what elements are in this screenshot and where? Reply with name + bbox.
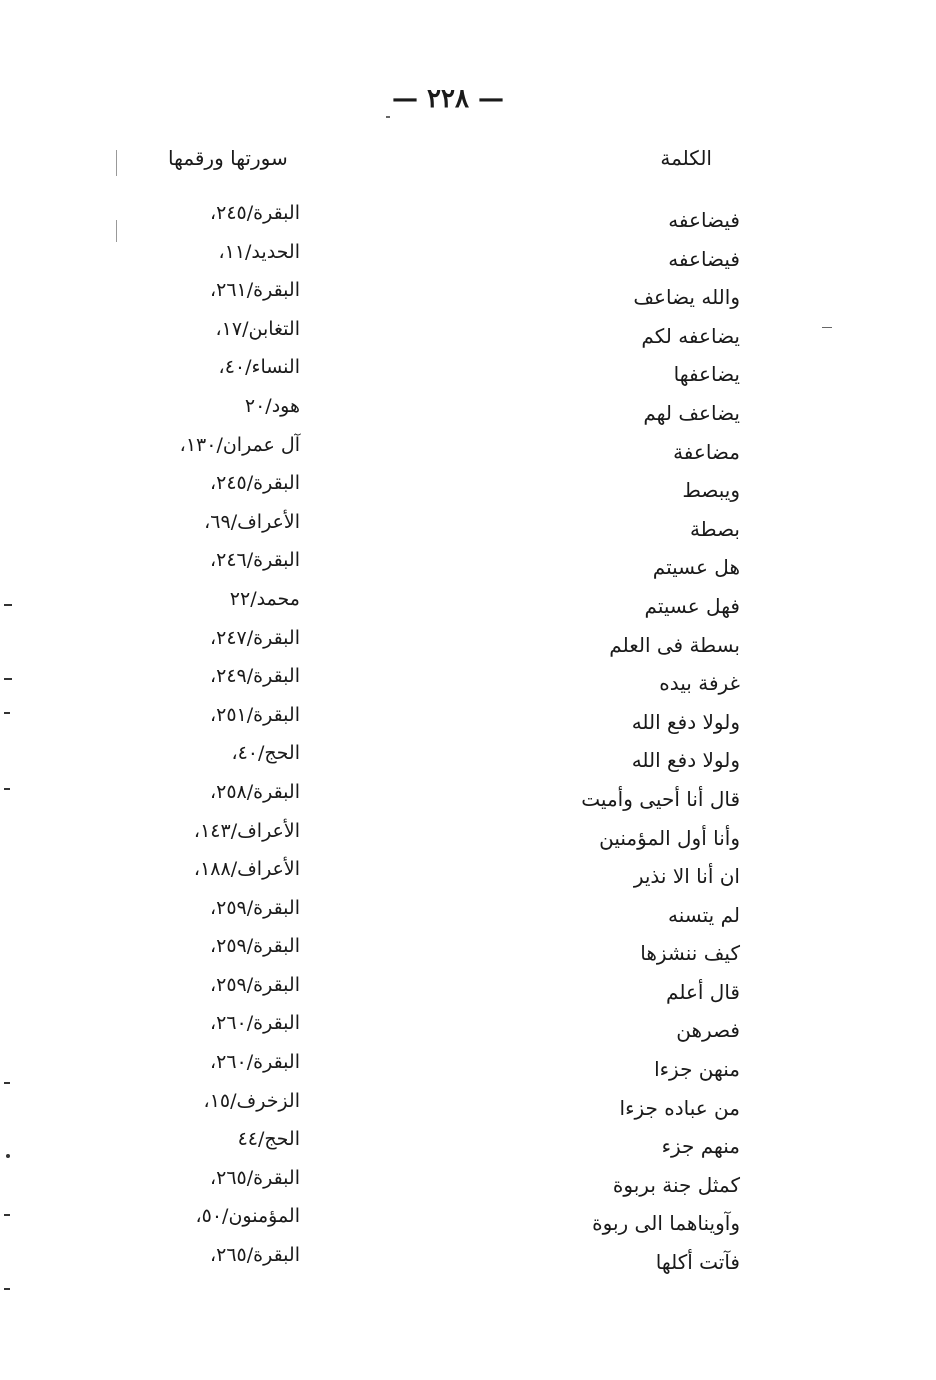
list-item: [0, 1012, 936, 1057]
entry-reference: البقرة/٢٥٩،: [209, 935, 300, 958]
entry-word: يضاعفه لكم: [641, 323, 740, 348]
entry-word: وآويناهما الى ربوة: [592, 1211, 740, 1236]
entry-reference: البقرة/٢٥٩،: [209, 896, 300, 919]
entry-reference: المؤمنون/٥٠،: [195, 1205, 300, 1228]
entry-reference: البقرة/٢٤٩،: [209, 665, 300, 688]
entry-reference: البقرة/٢٦٠،: [209, 1051, 300, 1074]
entry-word: منهم جزء: [661, 1134, 740, 1159]
list-item: [0, 819, 936, 865]
list-item: [0, 394, 936, 440]
entry-reference: الحديد/١١،: [218, 240, 300, 263]
list-item: [0, 665, 936, 710]
list-item: [0, 703, 936, 749]
entry-reference: الأعراف/٦٩،: [204, 510, 300, 533]
page-number: — ٢٢٨ —: [391, 84, 505, 114]
list-item: [0, 279, 936, 324]
list-item: [0, 510, 936, 556]
entry-word: غرفة بيده: [659, 671, 740, 696]
entry-reference: هود/٢٠: [244, 394, 300, 417]
entry-reference: البقرة/٢٦٠،: [209, 1012, 300, 1035]
entry-reference: التغابن/١٧،: [215, 317, 300, 340]
column-headers: [0, 146, 936, 180]
entry-word: لم يتسنه: [668, 902, 740, 927]
entry-reference: الأعراف/١٨٨،: [193, 858, 300, 881]
entry-word: فصرهن: [676, 1018, 740, 1043]
entries-list: [0, 202, 936, 1289]
list-item: [0, 935, 936, 980]
entry-word: من عباده جزءا: [619, 1095, 740, 1120]
list-item: [0, 1128, 936, 1173]
scan-mark: [822, 327, 832, 328]
entry-word: بسطة فى العلم: [609, 632, 740, 657]
entry-word: يضاعفها: [673, 362, 740, 387]
entry-word: كيف ننشزها: [640, 941, 740, 966]
entry-reference: البقرة/٢٥٨،: [209, 780, 300, 803]
entry-word: فيضاعفه: [668, 246, 740, 271]
entry-word: منهن جزءا: [654, 1057, 740, 1082]
entry-reference: البقرة/٢٦٥،: [209, 1166, 300, 1189]
list-item: [0, 973, 936, 1019]
entry-reference: الأعراف/١٤٣،: [193, 819, 300, 842]
list-item: [0, 896, 936, 942]
entry-reference: البقرة/٢٤٥،: [209, 202, 300, 224]
entry-word: ان أنا الا نذير: [633, 864, 740, 889]
entry-word: فهل عسيتم: [644, 593, 740, 618]
word-column-header: الكلمة: [660, 146, 712, 170]
entry-word: ولولا دفع الله: [631, 748, 740, 773]
scan-mark: [4, 1214, 10, 1216]
list-item: [0, 1166, 936, 1212]
entry-reference: البقرة/٢٦١،: [209, 279, 300, 302]
scan-mark: [6, 1154, 10, 1158]
entry-word: يضاعف لهم: [643, 400, 740, 425]
scan-mark: [4, 788, 10, 790]
list-item: [0, 1051, 936, 1096]
entry-word: فيضاعفه: [668, 208, 740, 232]
scan-mark: [4, 604, 12, 606]
entry-word: ويبصط: [682, 478, 740, 503]
list-item: [0, 742, 936, 787]
list-item: [0, 1089, 936, 1135]
entry-reference: البقرة/٢٤٥،: [209, 472, 300, 495]
scan-mark: [4, 712, 10, 714]
entry-word: هل عسيتم: [652, 555, 740, 580]
list-item: [0, 549, 936, 594]
entry-reference: البقرة/٢٥١،: [209, 703, 300, 726]
entry-word: ولولا دفع الله: [631, 709, 740, 734]
entry-word: مضاعفة: [673, 439, 740, 464]
list-item: [0, 240, 936, 286]
entry-reference: البقرة/٢٤٧،: [209, 626, 300, 649]
list-item: [0, 587, 936, 633]
list-item: [0, 858, 936, 903]
entry-word: بصطة: [689, 516, 740, 541]
scan-mark: [116, 220, 117, 242]
list-item: [0, 356, 936, 401]
list-item: [0, 433, 936, 479]
scan-mark: [4, 1082, 10, 1084]
list-item: [0, 1244, 936, 1289]
entry-word: كمثل جنة بربوة: [612, 1172, 740, 1197]
entry-reference: محمد/٢٢: [229, 587, 300, 610]
list-item: [0, 317, 936, 363]
entry-word: قال أعلم: [666, 979, 740, 1004]
entry-reference: الزخرف/١٥،: [203, 1089, 300, 1112]
entry-reference: الحج/٤٤: [237, 1128, 300, 1151]
entry-reference: البقرة/٢٦٥،: [209, 1244, 300, 1267]
reference-column-header: سورتها ورقمها: [168, 146, 288, 170]
list-item: [0, 202, 936, 247]
entry-reference: البقرة/٢٤٦،: [209, 549, 300, 572]
entry-word: والله يضاعف: [633, 285, 740, 310]
entry-word: وأنا أول المؤمنين: [599, 825, 740, 850]
entry-reference: النساء/٤٠،: [218, 356, 300, 379]
entry-reference: البقرة/٢٥٩،: [209, 973, 300, 996]
scan-mark: [4, 1288, 10, 1290]
list-item: [0, 780, 936, 826]
entry-reference: آل عمران/١٣٠،: [179, 433, 300, 456]
entry-reference: الحج/٤٠،: [231, 742, 300, 765]
list-item: [0, 472, 936, 517]
entry-word: قال أنا أحيى وأميت: [581, 786, 740, 811]
entry-word: فآتت أكلها: [655, 1250, 740, 1275]
list-item: [0, 626, 936, 672]
list-item: [0, 1205, 936, 1250]
scan-mark: [386, 116, 390, 118]
scan-mark: [4, 678, 12, 680]
scan-mark: [116, 150, 117, 176]
